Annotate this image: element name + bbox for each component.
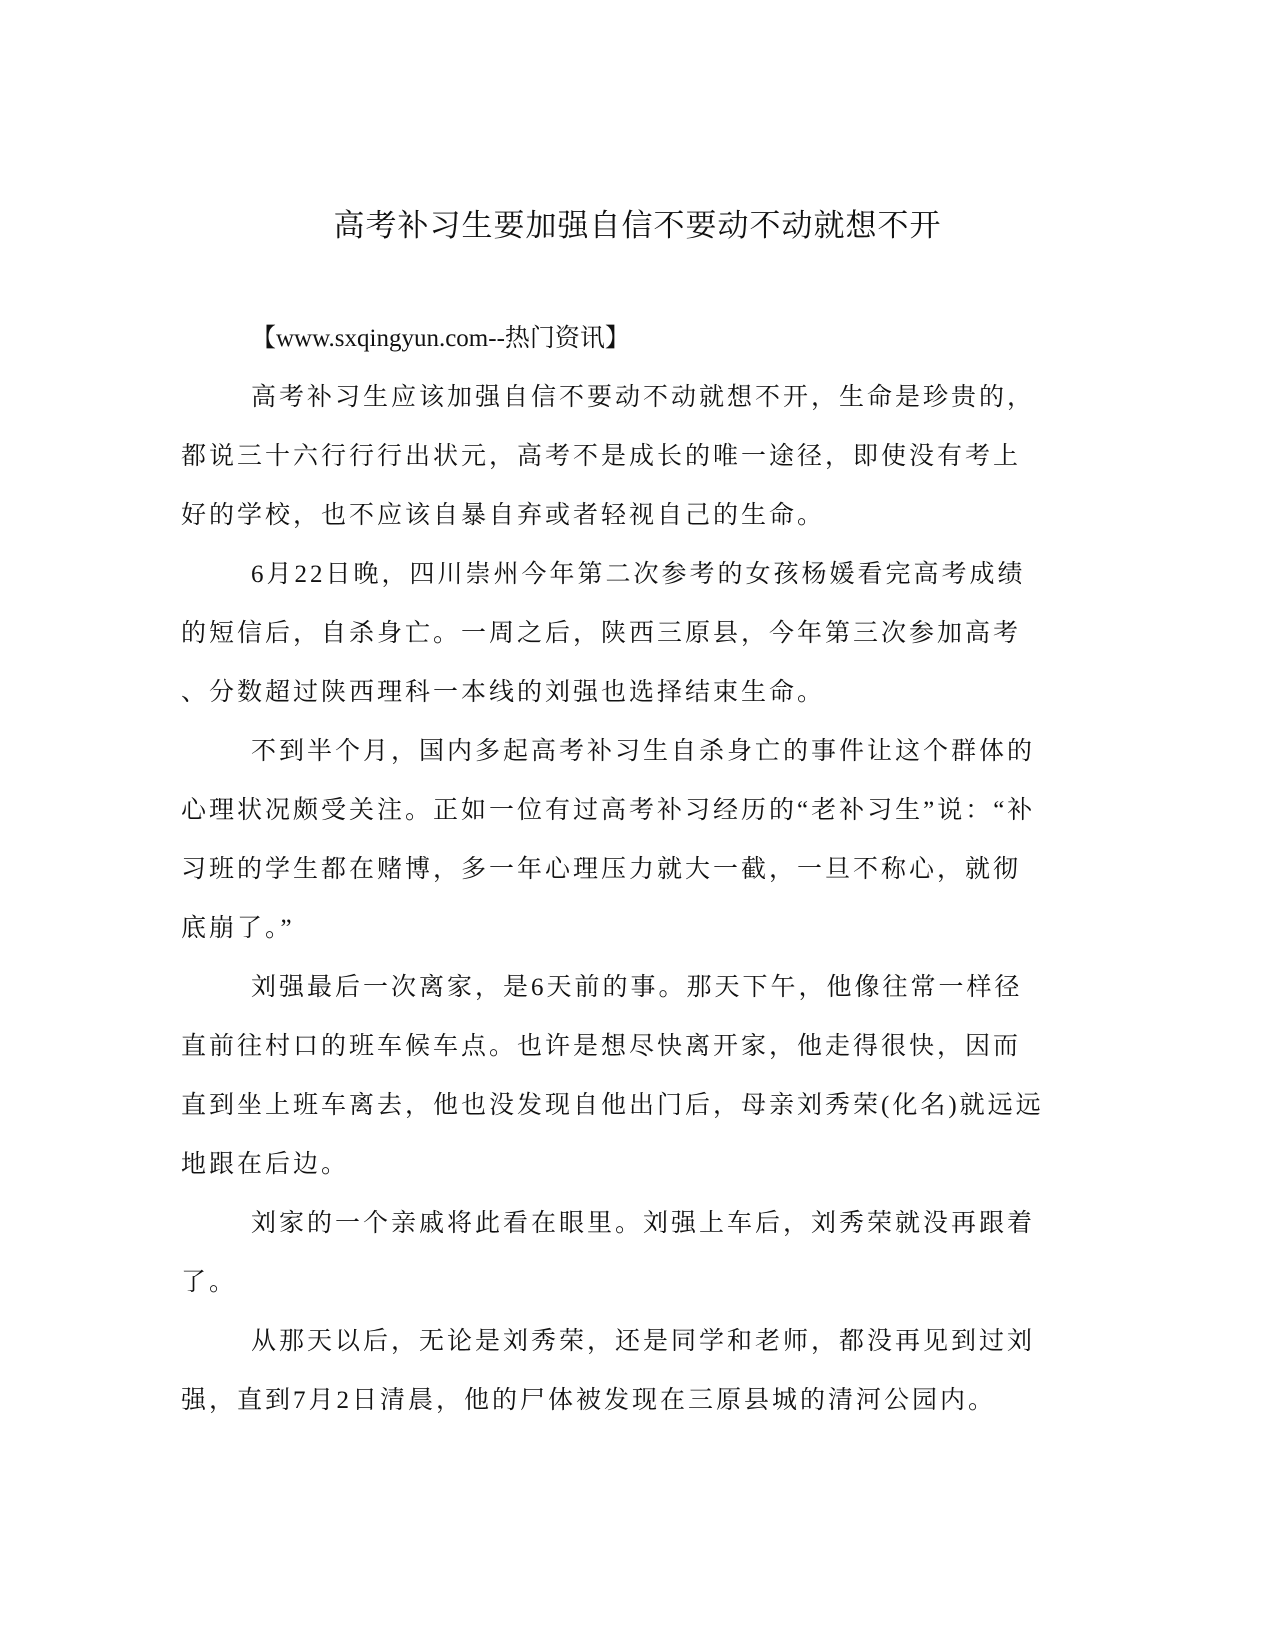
paragraph-line: 底崩了。” (181, 915, 295, 942)
paragraph-line: 从那天以后，无论是刘秀荣，还是同学和老师，都没再见到过刘 (251, 1328, 1036, 1355)
paragraph (181, 368, 1041, 545)
paragraph-line: 6月22日晚，四川崇州今年第二次参考的女孩杨媛看完高考成绩 (251, 561, 1026, 588)
paragraph (181, 1312, 1041, 1430)
paragraph-line: 不到半个月，国内多起高考补习生自杀身亡的事件让这个群体的 (251, 738, 1036, 765)
paragraph-line: 、分数超过陕西理科一本线的刘强也选择结束生命。 (181, 679, 826, 706)
paragraph-line: 直前往村口的班车候车点。也许是想尽快离开家，他走得很快，因而 (181, 1033, 1022, 1060)
paragraph-line: 直到坐上班车离去，他也没发现自他出门后，母亲刘秀荣(化名)就远远 (181, 1092, 1044, 1119)
source-line: 【www.sxqingyun.com--热门资讯】 (251, 325, 630, 352)
document-body (181, 309, 1044, 1430)
paragraph-line: 的短信后，自杀身亡。一周之后，陕西三原县，今年第三次参加高考 (181, 620, 1022, 647)
paragraph-line: 强，直到7月2日清晨，他的尸体被发现在三原县城的清河公园内。 (181, 1387, 997, 1414)
paragraph (181, 958, 1044, 1194)
paragraph (181, 545, 1041, 722)
paragraph-line: 了。 (181, 1269, 238, 1296)
document-title: 高考补习生要加强自信不要动不动就想不开 (333, 208, 942, 244)
paragraph (181, 1194, 1041, 1312)
paragraph-line: 地跟在后边。 (181, 1151, 350, 1178)
paragraph-line: 好的学校，也不应该自暴自弃或者轻视自己的生命。 (181, 502, 826, 529)
paragraphs (181, 368, 1044, 1430)
paragraph-line: 刘强最后一次离家，是6天前的事。那天下午，他像往常一样径 (251, 974, 1023, 1001)
paragraph-line: 都说三十六行行行出状元，高考不是成长的唯一途径，即使没有考上 (181, 443, 1022, 470)
paragraph-line: 心理状况颇受关注。正如一位有过高考补习经历的“老补习生”说：“补 (181, 797, 1036, 824)
paragraph-line: 习班的学生都在赌博，多一年心理压力就大一截，一旦不称心，就彻 (181, 856, 1022, 883)
paragraph (181, 722, 1041, 958)
paragraph-line: 刘家的一个亲戚将此看在眼里。刘强上车后，刘秀荣就没再跟着 (251, 1210, 1036, 1237)
paragraph-line: 高考补习生应该加强自信不要动不动就想不开，生命是珍贵的， (251, 384, 1036, 411)
